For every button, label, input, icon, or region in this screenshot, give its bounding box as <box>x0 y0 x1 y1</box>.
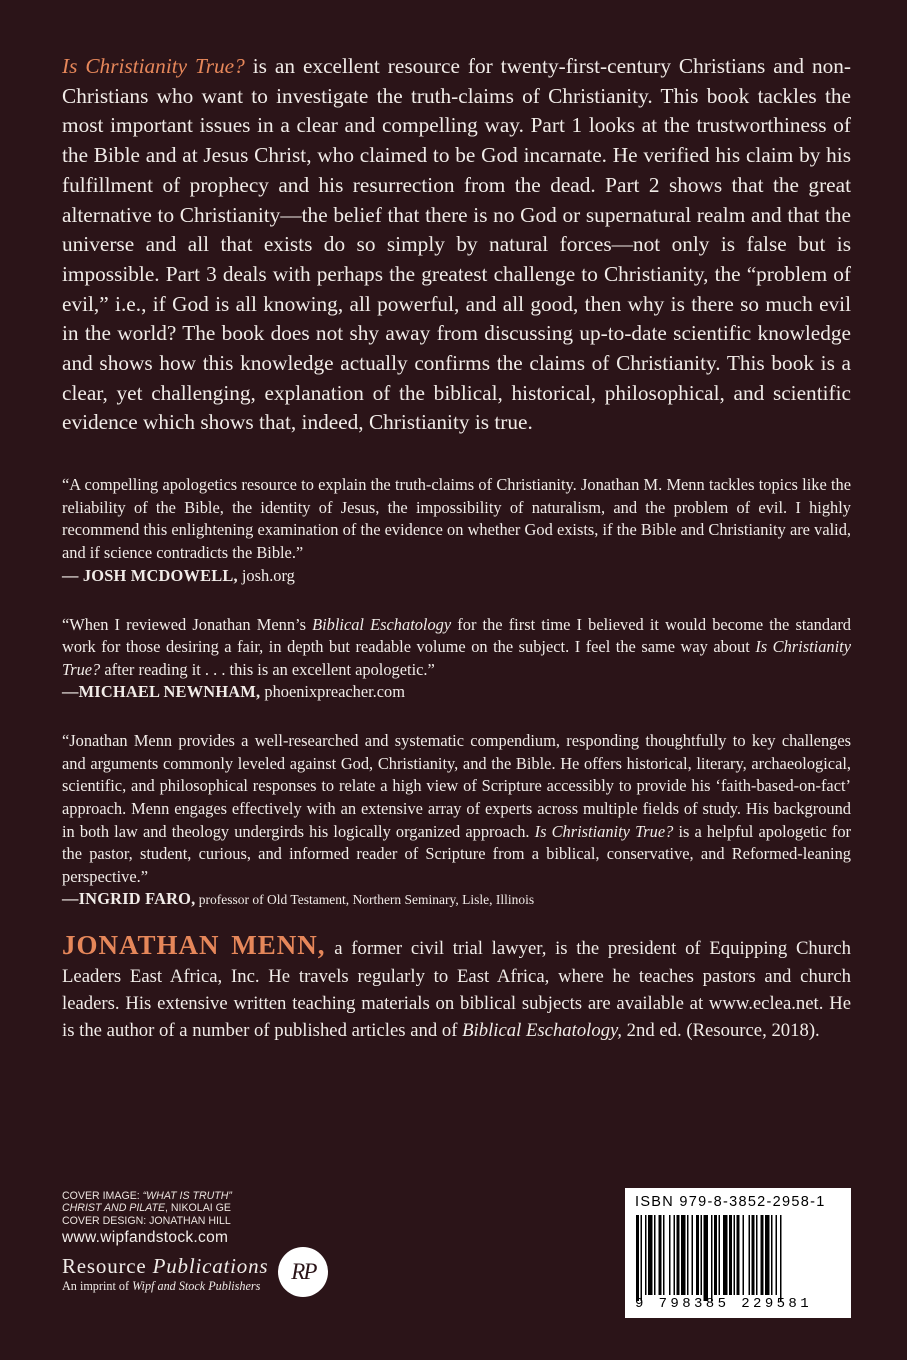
barcode-bar <box>714 1215 717 1295</box>
book-title: Is Christianity True? <box>62 54 245 78</box>
barcode-bar <box>645 1215 647 1295</box>
barcode-bar <box>663 1215 665 1295</box>
cover-image-artist: , NIKOLAI GE <box>165 1202 231 1215</box>
publisher-website: www.wipfandstock.com <box>62 1229 229 1247</box>
publisher-imprint <box>62 1279 268 1294</box>
publisher-name-regular: Resource <box>62 1254 153 1279</box>
bio-text: 2nd ed. (Resource, 2018). <box>621 1020 820 1042</box>
imprint-name: Wipf and Stock Publishers <box>132 1279 261 1294</box>
publisher-name-italic: Publications <box>152 1254 269 1279</box>
endorser-name: —INGRID FARO, <box>62 889 196 909</box>
endorsement-quote <box>62 614 851 682</box>
barcode-digits: 9 798385 229581 <box>635 1296 813 1312</box>
endorser-name: — JOSH MCDOWELL, <box>62 565 238 585</box>
endorsement-3 <box>62 730 851 911</box>
barcode-bar <box>687 1215 689 1295</box>
barcode-bar <box>677 1215 680 1295</box>
barcode-bar <box>711 1215 713 1301</box>
endorsement-1 <box>62 474 851 586</box>
cover-image-label: COVER IMAGE: <box>62 1190 143 1202</box>
barcode-bar <box>729 1215 732 1295</box>
author-name: JONATHAN MENN, <box>62 930 326 961</box>
barcode-bars-icon <box>635 1215 841 1301</box>
isbn-barcode <box>625 1188 851 1318</box>
endorsement-attribution <box>62 681 851 703</box>
quote-text: for the first time I believed it would become the standard work for those desiring a fair, in depth but readable volume on the subject. I feel the same way about <box>62 614 851 657</box>
isbn-number: ISBN 979-8-3852-2958-1 <box>635 1194 826 1210</box>
publisher-footer <box>62 1190 328 1297</box>
barcode-bar <box>669 1215 671 1295</box>
barcode-bar <box>752 1215 755 1295</box>
barcode-bar <box>636 1215 639 1301</box>
endorsement-quote <box>62 730 851 888</box>
barcode-bar <box>696 1215 699 1295</box>
barcode-bar <box>641 1215 643 1301</box>
bio-book-title: Biblical Eschatology, <box>462 1020 622 1042</box>
quote-book-title: Is Christianity True? <box>62 637 851 679</box>
publisher-block <box>62 1251 328 1297</box>
barcode-bar <box>692 1215 694 1295</box>
barcode-bar <box>701 1215 703 1295</box>
description-text: is an excellent resource for twenty-first-century Christians and non-Christians who want to investigate the truth-claims of Christianity. This book tackles the most important issues in a clear and compelling way. Part 1 looks at the trustworthiness of the Bible and at Jesus Christ, who claimed to be God incarnate. He verified his claim by his fulfillment of prophecy and his resurrection from the dead. Part 2 shows that the great alternative to Christianity—the belief that there is no God or supernatural realm and that the universe and all that exists do so simply by natural forces—not only is false but is impossible. Part 3 deals with perhaps the greatest challenge to Christianity, the “problem of evil,” i.e., if God is all knowing, all powerful, and all good, then why is there so much evil in the world? The book does not shy away from discussing up-to-date scientific knowledge and shows how this knowledge actually confirms the claims of Christianity. This book is a clear, yet challenging, explanation of the biblical, historical, philosophical, and scientific evidence which shows that, indeed, Christianity is true. <box>62 54 852 435</box>
cover-image-title: CHRIST AND PILATE <box>62 1202 166 1215</box>
barcode-bar <box>776 1215 778 1295</box>
quote-book-title: Biblical Eschatology <box>312 614 452 634</box>
barcode-bar <box>765 1215 770 1295</box>
barcode-bar <box>761 1215 764 1295</box>
barcode-bar <box>723 1215 728 1295</box>
barcode-bar <box>780 1215 782 1301</box>
quote-book-title: Is Christianity True? <box>534 821 674 841</box>
endorser-affiliation: phoenixpreacher.com <box>260 682 406 702</box>
rp-logo-icon: RP <box>278 1247 328 1297</box>
quote-text: is a helpful apologetic for the pastor, student, curious, and informed reader of Scripture from a biblical, conservative, and Reformed-leaning perspective.” <box>62 821 851 886</box>
endorsement-2 <box>62 614 851 704</box>
barcode-bar <box>719 1215 721 1295</box>
endorser-affiliation: professor of Old Testament, Northern Seminary, Lisle, Illinois <box>195 892 535 908</box>
barcode-bar <box>743 1215 745 1295</box>
barcode-bar <box>756 1215 758 1295</box>
barcode-bar <box>704 1215 709 1301</box>
quote-text: “Jonathan Menn provides a well-researched and systematic compendium, responding thoughtfully to key challenges and arguments commonly leveled against God, Christianity, and the Bible. He offers historical, literary, archaeological, scientific, and philosophical responses to relate a high view of Scripture accessibly to provide his ‘faith-based-on-fact’ approach. Menn engages effectively with an extensive array of experts across multiple fields of study. His background in both law and theology undergirds his logically organized approach. <box>62 731 851 841</box>
barcode-bar <box>659 1215 662 1295</box>
barcode-bar <box>771 1215 773 1295</box>
bio-text: a former civil trial lawyer, is the president of Equipping Church Leaders East Africa, Inc. He travels regularly to East Africa, where he teaches pastors and church leaders. His extensive written teaching materials on biblical subjects are available at www.eclea.net. He is the author of a number of published articles and of <box>62 938 851 1042</box>
quote-text: “When I reviewed Jonathan Menn’s <box>62 614 313 634</box>
endorsement-quote: “A compelling apologetics resource to explain the truth-claims of Christianity. Jonathan M. Menn tackles topics like the reliability of the Bible, the identity of Jesus, the impossibility of naturalism, and the problem of evil. I highly recommend this enlightening examination of the evidence on whether God exists, if the Bible and Christianity are valid, and if science contradicts the Bible.” <box>62 475 851 562</box>
endorsement-attribution <box>62 888 851 911</box>
endorser-affiliation: josh.org <box>237 565 295 585</box>
endorsement-attribution <box>62 565 851 587</box>
endorser-name: —MICHAEL NEWNHAM, <box>62 682 261 702</box>
barcode-bar <box>648 1215 653 1295</box>
imprint-prefix: An imprint of <box>62 1279 133 1294</box>
barcode-bar <box>734 1215 736 1295</box>
cover-credits <box>62 1190 328 1227</box>
publisher-name <box>62 1254 268 1278</box>
cover-design-credit: COVER DESIGN: JONATHAN HILL <box>62 1214 231 1227</box>
author-bio <box>62 932 851 1044</box>
barcode-bar <box>654 1215 656 1295</box>
barcode-bar <box>737 1215 740 1295</box>
barcode-bar <box>749 1215 751 1295</box>
cover-image-title: “WHAT IS TRUTH” <box>142 1190 232 1202</box>
barcode-bar <box>681 1215 686 1295</box>
back-cover-text <box>62 52 851 1044</box>
barcode-bar <box>674 1215 676 1295</box>
book-description <box>62 52 851 438</box>
quote-text: after reading it . . . this is an excellent apologetic.” <box>100 659 435 679</box>
